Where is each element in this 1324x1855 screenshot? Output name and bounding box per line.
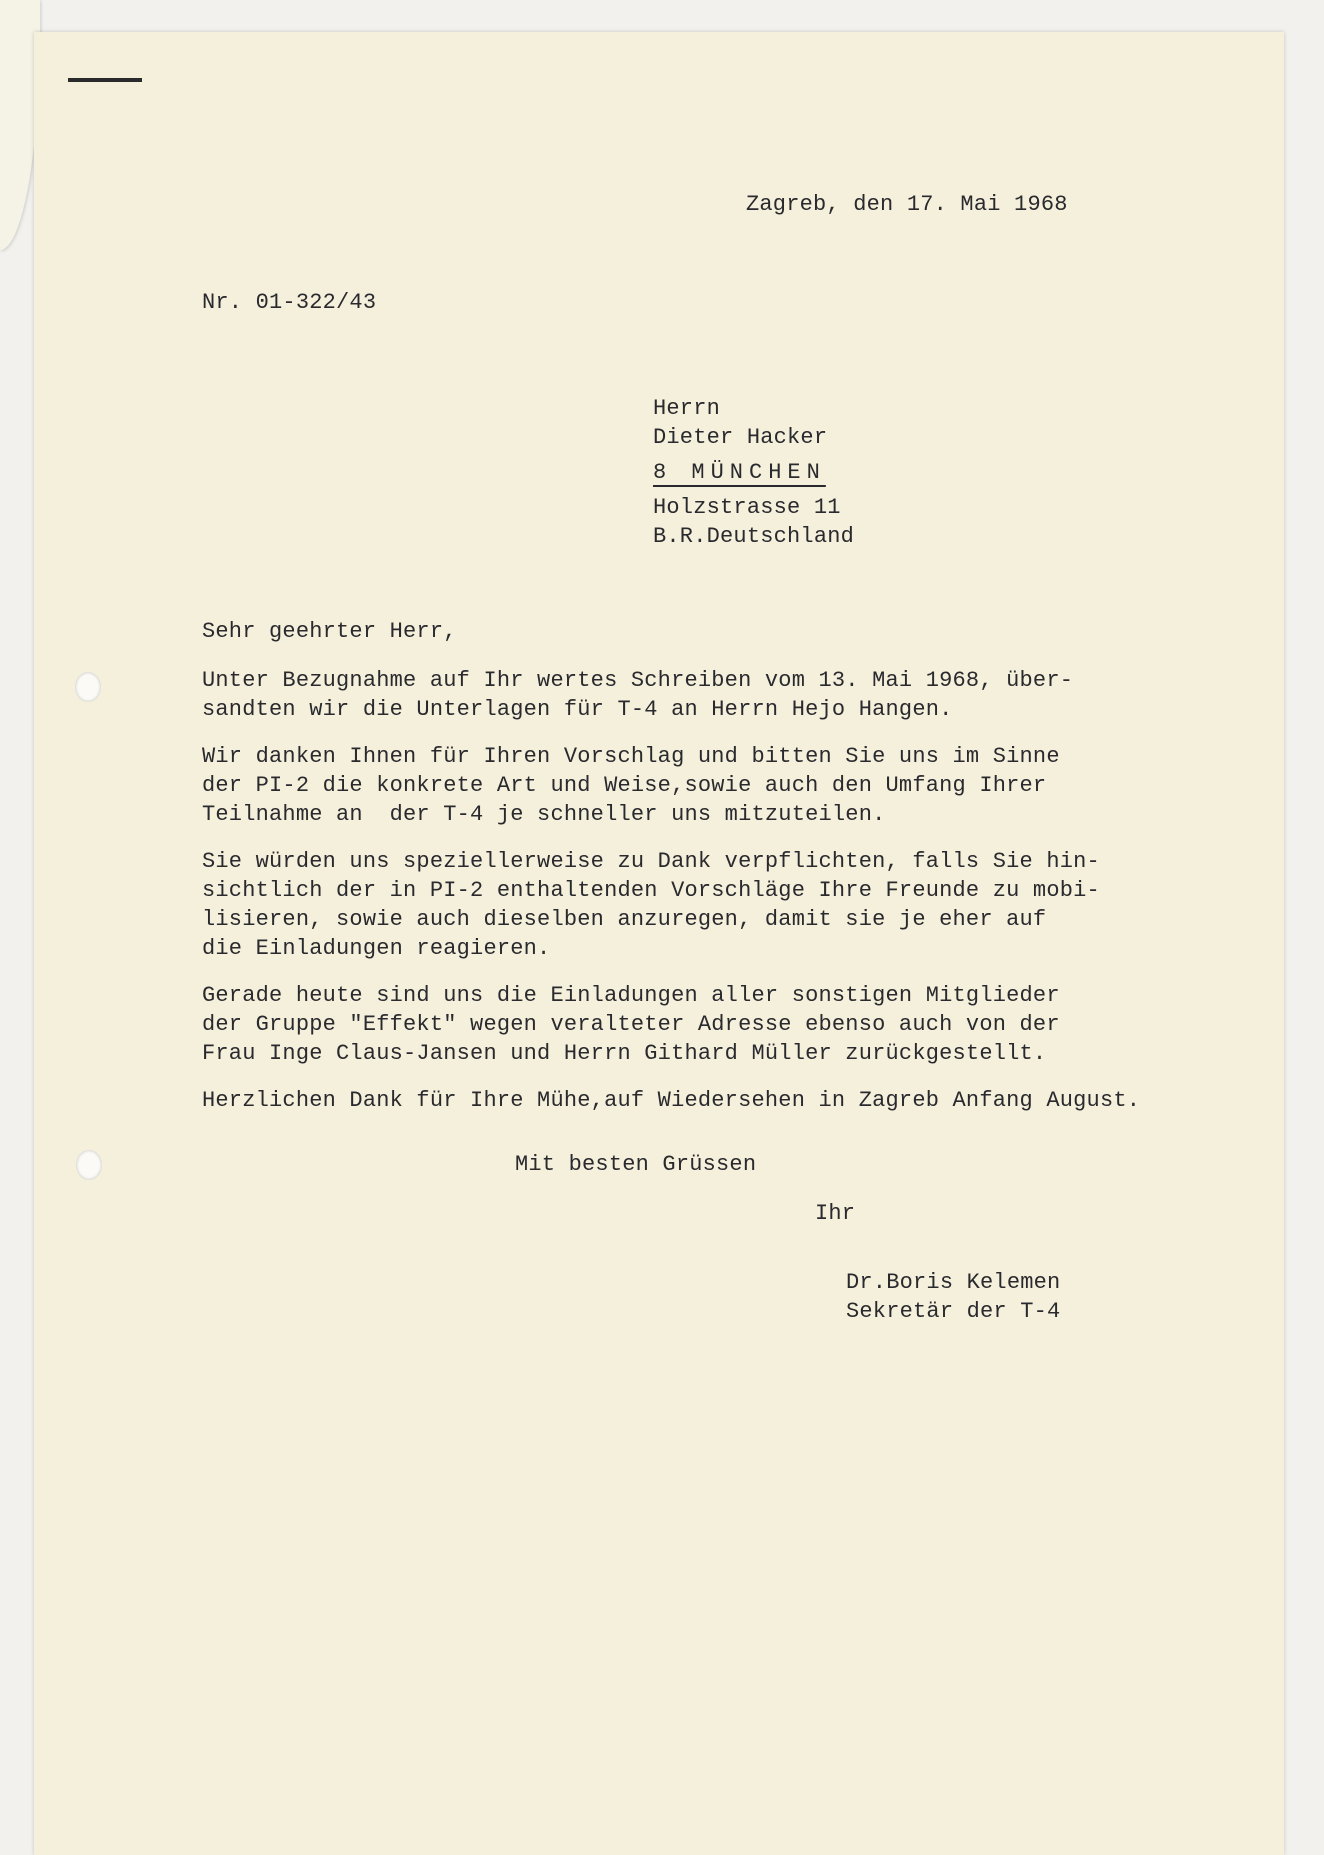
recipient-name: Dieter Hacker <box>653 425 828 450</box>
recipient-address <box>653 394 854 551</box>
body-line: Unter Bezugnahme auf Ihr wertes Schreiben vom 13. Mai 1968, über- <box>202 668 1074 693</box>
recipient-country: B.R.Deutschland <box>653 524 855 549</box>
body-line: Frau Inge Claus-Jansen und Herrn Githard Müller zurückgestellt. <box>202 1041 1047 1066</box>
body-line: die Einladungen reagieren. <box>202 936 551 961</box>
body-paragraph-3 <box>202 847 1140 963</box>
body-line: sandten wir die Unterlagen für T-4 an Herrn Hejo Hangen. <box>202 697 953 722</box>
closing-phrase: Mit besten Grüssen <box>515 1152 757 1177</box>
greeting: Sehr geehrter Herr, <box>202 619 457 644</box>
recipient-city: 8 MÜNCHEN <box>653 460 826 485</box>
body-line: der PI-2 die konkrete Art und Weise,sowie auch den Umfang Ihrer <box>202 773 1047 798</box>
reference-number: Nr. 01-322/43 <box>202 290 377 315</box>
body-line: Teilnahme an der T-4 je schneller uns mitzuteilen. <box>202 802 886 827</box>
punch-hole-lower <box>76 1150 102 1180</box>
body-line: der Gruppe "Effekt" wegen veralteter Adresse ebenso auch von der <box>202 1012 1060 1037</box>
punch-hole-upper <box>75 672 101 702</box>
body-line: Herzlichen Dank für Ihre Mühe,auf Wiedersehen in Zagreb Anfang August. <box>202 1088 1141 1113</box>
recipient-salutation: Herrn <box>653 396 721 421</box>
body-line: sichtlich der in PI-2 enthaltenden Vorschläge Ihre Freunde zu mobi- <box>202 878 1100 903</box>
signature-block <box>846 1268 1060 1326</box>
body-paragraph-2 <box>202 742 1140 829</box>
body-paragraph-4 <box>202 981 1140 1068</box>
closing-word: Ihr <box>815 1201 856 1226</box>
margin-dash-mark <box>68 78 142 82</box>
body-line: lisieren, sowie auch dieselben anzuregen, damit sie je eher auf <box>202 907 1047 932</box>
body-paragraph-1 <box>202 666 1140 724</box>
signature-title: Sekretär der T-4 <box>846 1299 1061 1324</box>
body-paragraph-5 <box>202 1086 1140 1115</box>
recipient-street: Holzstrasse 11 <box>653 495 841 520</box>
letter-body <box>202 666 1140 1133</box>
date-line: Zagreb, den 17. Mai 1968 <box>746 192 1068 217</box>
body-line: Wir danken Ihnen für Ihren Vorschlag und bitten Sie uns im Sinne <box>202 744 1060 769</box>
body-line: Sie würden uns speziellerweise zu Dank verpflichten, falls Sie hin- <box>202 849 1100 874</box>
signature-name: Dr.Boris Kelemen <box>846 1270 1061 1295</box>
body-line: Gerade heute sind uns die Einladungen aller sonstigen Mitglieder <box>202 983 1060 1008</box>
